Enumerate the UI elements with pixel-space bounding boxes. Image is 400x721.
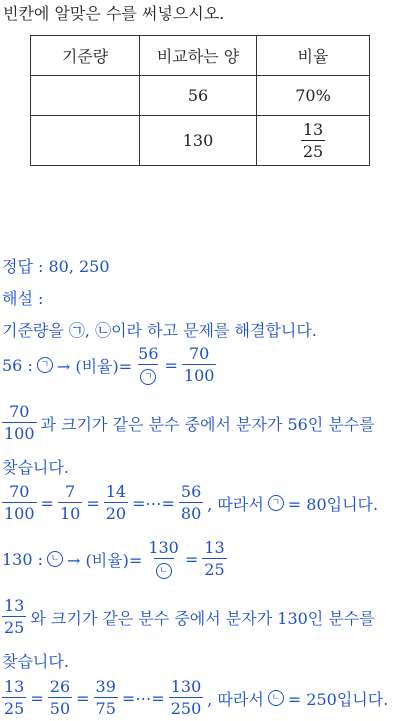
numerator: 13 — [4, 596, 25, 615]
ratio-denominator: 25 — [302, 141, 324, 161]
fraction-13-25 — [202, 540, 226, 578]
header-base: 기준량 — [31, 36, 140, 76]
arrow-ratio-text: → (비율)= — [67, 550, 143, 570]
denominator: 25 — [4, 618, 25, 637]
equals-sign: = — [30, 688, 44, 708]
solution-line-find-a: 찾습니다. — [2, 458, 69, 477]
denominator — [154, 558, 174, 579]
solution-intro: 기준량을 ㉠, ㉡이라 하고 문제를 해결합니다. — [2, 321, 317, 340]
ratio-cell: 70% — [257, 76, 370, 116]
fraction: $\frac{70}{100}$ — [4, 482, 35, 523]
fraction: $\frac{13}{25}$ — [4, 677, 25, 718]
solution-line-chain-b — [2, 679, 388, 717]
ratio-numerator: 13 — [302, 119, 324, 139]
fraction-13-25 — [2, 598, 26, 636]
arrow-ratio-text: → (비율)= — [56, 356, 133, 376]
equals-sign: = — [184, 549, 199, 569]
denominator: 100 — [4, 424, 35, 443]
ratio-fraction — [301, 119, 325, 161]
circled-b-symbol: ㄴ — [156, 563, 172, 579]
equals-sign: = — [40, 493, 54, 513]
step-label: 56 : — [2, 355, 33, 375]
header-compare: 비교하는 양 — [140, 36, 257, 76]
solution-line-chain-a — [2, 484, 378, 522]
question-text: 빈칸에 알맞은 수를 써넣으시오. — [3, 4, 225, 23]
explanation-text: 와 크기가 같은 분수 중에서 분자가 130인 분수를 — [30, 608, 375, 628]
fraction-70-100 — [182, 346, 217, 384]
numerator: 130 — [148, 538, 179, 557]
solution-line-56 — [2, 346, 216, 385]
solution-line-equiv-70 — [2, 404, 375, 442]
ellipsis-equals: =⋯= — [121, 688, 165, 708]
numerator: 70 — [189, 344, 210, 364]
fraction: $\frac{7}{10}$ — [59, 482, 81, 523]
equals-sign: = — [164, 355, 178, 375]
circled-a-symbol: ㄱ — [140, 369, 156, 385]
table-header-row — [31, 36, 370, 76]
fraction-56-a — [136, 346, 160, 385]
solution-line-equiv-13 — [2, 598, 375, 636]
ratio-cell — [257, 116, 370, 166]
table-row — [31, 116, 370, 166]
fraction: $\frac{14}{20}$ — [105, 482, 127, 523]
fraction-70-100 — [2, 404, 37, 442]
fraction: $\frac{39}{75}$ — [95, 677, 116, 718]
ratio-table — [30, 35, 370, 166]
circled-b-symbol: ㄴ — [268, 690, 284, 706]
fraction: $\frac{56}{80}$ — [180, 482, 202, 523]
blank-cell-a[interactable] — [31, 76, 140, 116]
denominator — [138, 364, 158, 385]
header-ratio: 비율 — [257, 36, 370, 76]
conclusion-text: , 따라서 — [207, 494, 264, 514]
fraction: $\frac{26}{50}$ — [49, 677, 71, 718]
step-label: 130 : — [2, 549, 44, 569]
solution-heading: 해설 : — [2, 289, 44, 308]
circled-b-symbol: ㄴ — [47, 551, 63, 567]
equals-sign: = — [86, 493, 100, 513]
fraction: $\frac{130}{250}$ — [170, 677, 202, 718]
ellipsis-equals: =⋯= — [132, 493, 175, 513]
blank-cell-b[interactable] — [31, 116, 140, 166]
denominator: 25 — [204, 560, 225, 580]
numerator: 56 — [138, 344, 159, 363]
numerator: 70 — [9, 402, 30, 421]
answer-line: 정답 : 80, 250 — [2, 257, 110, 276]
circled-a-symbol: ㄱ — [37, 357, 53, 373]
compare-cell: 56 — [140, 76, 257, 116]
conclusion-text: , 따라서 — [207, 689, 264, 709]
explanation-text: 과 크기가 같은 분수 중에서 분자가 56인 분수를 — [40, 414, 375, 434]
equals-sign: = — [76, 688, 90, 708]
conclusion-value: = 80입니다. — [287, 494, 379, 514]
numerator: 13 — [204, 538, 225, 558]
table-row — [31, 76, 370, 116]
solution-line-130 — [2, 540, 227, 579]
solution-line-find-b: 찾습니다. — [2, 652, 69, 671]
fraction-130-b — [146, 540, 181, 579]
compare-cell: 130 — [140, 116, 257, 166]
conclusion-value: = 250입니다. — [287, 689, 389, 709]
circled-a-symbol: ㄱ — [268, 495, 284, 511]
denominator: 100 — [183, 366, 215, 386]
